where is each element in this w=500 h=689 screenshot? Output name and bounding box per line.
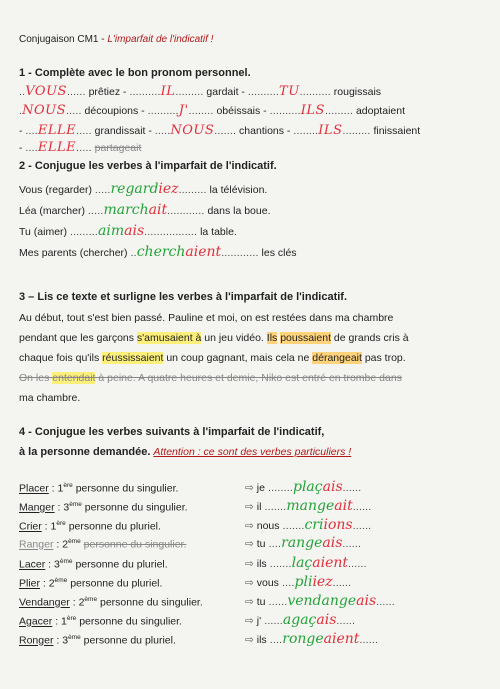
ex4-rank-suffix: ème — [68, 538, 81, 545]
ex1-answer: J' — [178, 103, 189, 118]
ex4-stem: pli — [294, 574, 313, 590]
ex1-verb: découpions — [84, 105, 139, 117]
ex3-text-line — [19, 328, 489, 348]
ex4-rank: 3 — [63, 501, 70, 514]
ex4-stem: mange — [286, 498, 335, 514]
ex1-verb: finissaient — [373, 125, 421, 137]
dotted-fill: ...... — [342, 482, 362, 494]
ex1-answer: ILS — [300, 103, 325, 118]
ex4-pronoun: tu — [256, 596, 266, 608]
ex4-ending: ais — [322, 535, 343, 551]
ex4-person: personne du pluriel. — [83, 634, 176, 647]
ex1-answer: NOUS — [22, 103, 67, 118]
text-fragment: à peine. A quatre heures et demie, Niko est entré en trombe dans — [95, 372, 402, 384]
ex4-ending: iez — [312, 574, 333, 590]
highlighted-verb: poussaient — [280, 332, 331, 344]
ex4-answer — [245, 631, 378, 647]
ex4-rank: 3 — [54, 558, 60, 571]
ex4-person: personne du pluriel. — [70, 577, 163, 590]
highlighted-verb: entendait — [52, 372, 96, 384]
ex3-text-line — [19, 368, 489, 388]
dotted-fill: .... — [265, 538, 282, 550]
ex4-rank-suffix: ème — [54, 577, 68, 584]
ex4-person: personne du pluriel. — [75, 558, 168, 571]
ex1-verb: prêtiez — [88, 86, 121, 98]
ex4-pronoun: vous — [256, 577, 279, 589]
ex4-rank-suffix: ème — [84, 596, 98, 603]
ex4-person: personne du singulier. — [79, 615, 182, 628]
dotted-fill: ....... — [279, 520, 305, 532]
ex4-rank-suffix: ère — [66, 615, 77, 622]
arrow-icon: ⇨ — [245, 615, 254, 627]
ex1-answer: ELLE — [37, 140, 77, 155]
ex4-answer — [245, 498, 371, 514]
ex2-prompt: Mes parents (chercher) — [19, 247, 128, 259]
highlighted-verb: s'amusaient à — [136, 332, 202, 344]
ex1-row-4: - ....ELLE..... partageait — [19, 140, 142, 155]
ex1-verb: rougissais — [333, 86, 382, 98]
dotted-fill: ...... — [265, 596, 288, 608]
dotted-fill: .... — [278, 577, 295, 589]
dotted-fill: ........ — [264, 482, 293, 494]
ex4-verb: Ronger — [19, 634, 54, 647]
ex2-complement: dans la boue. — [207, 205, 271, 217]
ex4-person: personne du singulier. — [100, 596, 203, 609]
ex4-rank: 1 — [50, 520, 57, 533]
ex2-complement: les clés — [261, 247, 297, 259]
dotted-fill: ...... — [376, 596, 395, 608]
ex4-pronoun: il — [256, 501, 262, 513]
ex2-stem: cherch — [136, 244, 186, 260]
ex4-rank-suffix: ème — [69, 501, 82, 508]
title-text: Conjugaison CM1 - — [19, 34, 108, 45]
ex4-heading-2: à la personne demandée. — [19, 446, 151, 458]
ex4-pronoun: ils — [256, 558, 267, 570]
ex3-text — [19, 308, 489, 408]
ex4-stem: plaç — [292, 479, 323, 495]
arrow-icon: ⇨ — [245, 558, 254, 570]
ex4-stem: vendange — [287, 593, 357, 609]
ex2-row: Tu (aimer) .........aimais................. la table. — [19, 223, 237, 239]
dotted-fill: ...... — [348, 558, 367, 570]
ex4-prompt: Crier : 1ère personne du pluriel. — [19, 520, 161, 533]
text-fragment: On les — [19, 372, 53, 384]
ex4-verb: Vendanger — [19, 596, 70, 609]
ex2-ending: aient — [185, 244, 222, 260]
ex2-ending: iez — [158, 181, 179, 197]
arrow-icon: ⇨ — [245, 482, 254, 494]
attention-note: Attention : ce sont des verbes particuliers ! — [153, 446, 352, 458]
dotted-fill: ...... — [352, 501, 372, 513]
worksheet-title — [19, 34, 213, 45]
ex1-answer: ELLE — [37, 123, 77, 138]
ex4-stem: ronge — [282, 631, 324, 647]
ex1-answer: IL — [160, 84, 176, 99]
ex4-answer — [245, 555, 367, 571]
ex4-answer — [245, 574, 351, 590]
ex4-answer — [245, 593, 395, 609]
arrow-icon: ⇨ — [245, 501, 254, 513]
ex4-prompt: Ranger : 2ème personne du singulier. — [19, 538, 187, 551]
ex4-verb: Ranger — [19, 538, 54, 551]
ex4-stem: cri — [304, 517, 324, 533]
ex4-prompt: Vendanger : 2ème personne du singulier. — [19, 596, 203, 609]
ex4-subheading — [19, 446, 351, 458]
ex4-rank: 1 — [57, 482, 64, 495]
ex1-row-2: .NOUS..... découpions - ..........J'........ obéissais - ..........ILS......... adoptaient — [19, 103, 405, 118]
ex4-ending: ais — [316, 612, 337, 628]
text-fragment: un coup gagnant, mais cela ne — [163, 352, 313, 364]
ex2-complement: la table. — [200, 226, 237, 238]
ex1-verb: chantions — [239, 125, 284, 137]
ex4-prompt: Agacer : 1ère personne du singulier. — [19, 615, 182, 628]
dotted-fill: ...... — [359, 634, 379, 646]
ex2-complement: la télévision. — [209, 184, 268, 196]
ex4-person: personne du singulier. — [84, 501, 188, 514]
ex4-prompt: Manger : 3ème personne du singulier. — [19, 501, 188, 514]
ex2-prompt: Léa (marcher) — [19, 205, 85, 217]
highlighted-pronoun: Ils — [266, 332, 278, 344]
ex3-heading: 3 – Lis ce texte et surligne les verbes à l'imparfait de l'indicatif. — [19, 291, 348, 303]
arrow-icon: ⇨ — [245, 520, 254, 532]
text-fragment: pas trop. — [361, 352, 406, 364]
ex2-row: Vous (regarder) .....regardiez......... la télévision. — [19, 181, 268, 197]
text-fragment: de grands cris à — [331, 332, 409, 344]
dotted-fill: ....... — [261, 501, 287, 513]
ex4-verb: Placer — [19, 482, 49, 495]
ex4-stem: laç — [291, 555, 313, 571]
ex2-ending: ais — [124, 223, 145, 239]
ex4-prompt: Plier : 2ème personne du pluriel. — [19, 577, 163, 590]
text-fragment: chaque fois qu'ils — [19, 352, 103, 364]
ex4-verb: Plier — [19, 577, 41, 590]
ex4-prompt: Placer : 1ère personne du singulier. — [19, 482, 179, 495]
arrow-icon: ⇨ — [245, 538, 254, 550]
ex4-verb: Agacer — [19, 615, 53, 628]
arrow-icon: ⇨ — [245, 596, 254, 608]
ex2-row: Léa (marcher) .....marchait............ dans la boue. — [19, 202, 271, 218]
dotted-fill: ...... — [261, 615, 283, 627]
highlighted-verb: réussissaient — [102, 352, 164, 364]
ex4-person: personne du singulier. — [75, 482, 179, 495]
ex4-pronoun: j' — [256, 615, 262, 627]
ex4-ending: aient — [312, 555, 349, 571]
ex4-person: personne du pluriel. — [68, 520, 161, 533]
ex2-prompt: Vous (regarder) — [19, 184, 92, 196]
ex1-verb: adoptaient — [355, 105, 405, 117]
ex4-ending: ait — [334, 498, 353, 514]
ex3-text-line: ma chambre. — [19, 392, 81, 404]
ex2-stem: regard — [110, 181, 159, 197]
ex4-answer — [245, 612, 355, 628]
ex4-stem: agaç — [282, 612, 317, 628]
ex1-verb: partageait — [94, 142, 142, 154]
ex4-pronoun: ils — [256, 634, 267, 646]
dotted-fill: ...... — [352, 520, 372, 532]
ex4-pronoun: tu — [256, 538, 266, 550]
ex1-verb: gardait — [206, 86, 239, 98]
ex4-ending: aient — [323, 631, 360, 647]
ex4-verb: Crier — [19, 520, 42, 533]
highlighted-verb: dérangeait — [312, 352, 362, 364]
lesson-title: L'imparfait de l'indicatif ! — [107, 34, 214, 45]
ex1-verb: obéissais — [216, 105, 261, 117]
ex1-answer: TU — [279, 84, 300, 99]
dotted-fill: ....... — [266, 558, 292, 570]
ex4-answer — [245, 479, 361, 495]
ex4-rank: 2 — [78, 596, 85, 609]
ex4-rank-suffix: ème — [59, 558, 73, 565]
ex4-prompt: Lacer : 3ème personne du pluriel. — [19, 558, 168, 571]
ex4-answer — [245, 517, 371, 533]
ex2-heading: 2 - Conjugue les verbes à l'imparfait de l'indicatif. — [19, 160, 277, 172]
ex3-text-line: Au début, tout s'est bien passé. Pauline et moi, on est restées dans ma chambre — [19, 312, 394, 324]
ex1-row-3: - ....ELLE..... grandissait - .....NOUS....... chantions - ........ILS......... finissaient — [19, 123, 421, 138]
ex4-rank-suffix: ère — [56, 520, 66, 527]
ex4-rank: 2 — [62, 538, 69, 551]
ex2-ending: ait — [148, 202, 168, 218]
ex2-prompt: Tu (aimer) — [19, 226, 68, 238]
ex4-stem: range — [281, 535, 323, 551]
ex1-row-1: ..VOUS...... prêtiez - ..........IL......... gardait - ..........TU.......... rougissais — [19, 84, 382, 99]
ex4-verb: Lacer — [19, 558, 46, 571]
ex1-answer: ILS — [318, 123, 343, 138]
dotted-fill: .... — [266, 634, 283, 646]
ex4-rank: 1 — [61, 615, 67, 628]
ex2-row: Mes parents (chercher) ..cherchaient............ les clés — [19, 244, 297, 260]
ex4-ending: ais — [356, 593, 377, 609]
text-fragment: pendant que les garçons — [19, 332, 137, 344]
arrow-icon: ⇨ — [245, 577, 254, 589]
ex4-rank-suffix: ème — [68, 634, 81, 641]
dotted-fill: ...... — [332, 577, 352, 589]
dotted-fill: ...... — [342, 538, 362, 550]
ex4-pronoun: je — [256, 482, 265, 494]
ex4-heading: 4 - Conjugue les verbes suivants à l'imparfait de l'indicatif, — [19, 426, 325, 438]
text-fragment: un jeu vidéo. — [201, 332, 267, 344]
ex4-answer — [245, 535, 361, 551]
ex1-verb: grandissait — [94, 125, 146, 137]
ex2-stem: aim — [98, 223, 125, 239]
dotted-fill: ...... — [336, 615, 356, 627]
ex1-answer: VOUS — [25, 84, 67, 99]
ex4-ending: ais — [322, 479, 343, 495]
ex4-person: personne du singulier. — [83, 538, 187, 551]
ex4-rank: 3 — [62, 634, 69, 647]
ex4-pronoun: nous — [256, 520, 280, 532]
ex3-text-line — [19, 348, 489, 368]
ex2-stem: march — [103, 202, 149, 218]
ex4-rank: 2 — [48, 577, 55, 590]
arrow-icon: ⇨ — [245, 634, 254, 646]
ex1-answer: NOUS — [170, 123, 215, 138]
ex4-rank-suffix: ère — [63, 482, 73, 489]
ex1-heading: 1 - Complète avec le bon pronom personnel. — [19, 67, 251, 79]
ex4-prompt: Ronger : 3ème personne du pluriel. — [19, 634, 176, 647]
ex4-ending: ions — [323, 517, 353, 533]
ex4-verb: Manger — [19, 501, 55, 514]
